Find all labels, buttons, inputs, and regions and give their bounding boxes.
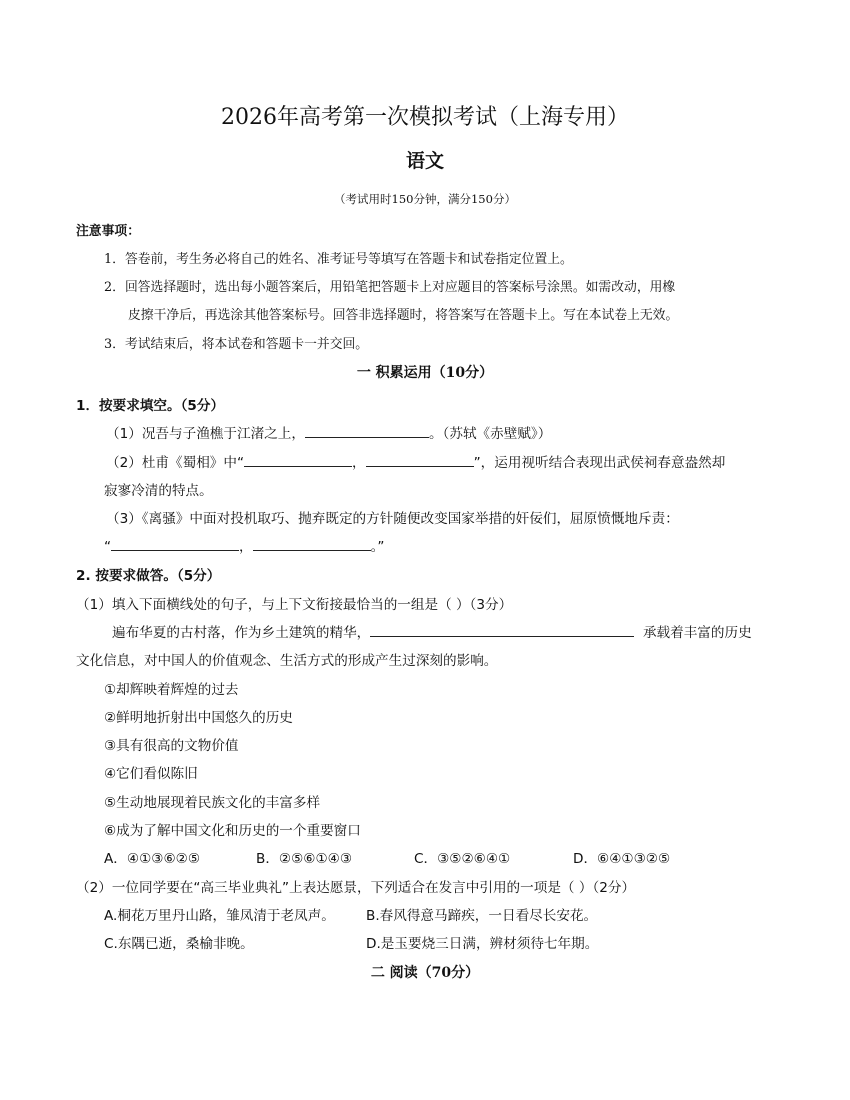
notice-item: 3．考试结束后，将本试卷和答题卡一并交回。 [104, 337, 369, 352]
passage-line: 文化信息，对中国人的价值观念、生活方式的形成产生过深刻的影响。 [76, 653, 498, 669]
option-a: A.桐花万里丹山路，雏凤清于老凤声。 [104, 908, 335, 924]
choice-c: C．③⑤②⑥④① [414, 851, 511, 867]
answer-blank [244, 453, 352, 467]
question-1-part-3-blanks: “ ， 。” [104, 539, 385, 555]
choice-a: A．④①③⑥②⑤ [104, 851, 201, 867]
question-2-heading: 2. 按要求做答。（5分） [76, 568, 221, 584]
exam-title: 2026年高考第一次模拟考试（上海专用） [221, 105, 629, 130]
option-b: B.春风得意马蹄疾，一日看尽长安花。 [366, 908, 598, 924]
question-2-sub-1: （1）填入下面横线处的句子，与上下文衔接最恰当的一组是（ ）（3分） [76, 597, 513, 613]
answer-blank [370, 623, 634, 637]
sentence-item: ④它们看似陈旧 [104, 766, 198, 782]
option-c: C.东隅已逝，桑榆非晚。 [104, 936, 254, 952]
notice-heading: 注意事项： [76, 224, 140, 239]
notice-item: 皮擦干净后，再选涂其他答案标号。回答非选择题时，将答案写在答题卡上。写在本试卷上无效。 [128, 308, 679, 323]
question-1-part-2-cont: 寂寥冷清的特点。 [104, 483, 213, 499]
question-1-part-2: （2）杜甫《蜀相》中“ ， ”，运用视听结合表现出武侯祠春意盎然却 [106, 455, 726, 471]
sentence-item: ①却辉映着辉煌的过去 [104, 682, 239, 698]
sentence-item: ⑤生动地展现着民族文化的丰富多样 [104, 795, 321, 811]
subject-title: 语文 [405, 150, 444, 172]
sentence-item: ③具有很高的文物价值 [104, 738, 239, 754]
choice-d: D．⑥④①③②⑤ [573, 851, 671, 867]
notice-item: 2．回答选择题时，选出每小题答案后，用铅笔把答题卡上对应题目的答案标号涂黑。如需改动，用橡 [104, 280, 676, 295]
answer-blank [111, 537, 239, 551]
question-1-part-1: （1）况吾与子渔樵于江渚之上， 。（苏轼《赤壁赋》） [106, 426, 552, 442]
passage-line: 遍布华夏的古村落，作为乡土建筑的精华， 承载着丰富的历史 [112, 625, 752, 641]
sentence-item: ⑥成为了解中国文化和历史的一个重要窗口 [104, 823, 361, 839]
answer-blank [366, 453, 474, 467]
section-title-2: 二 阅读（70分） [370, 965, 480, 981]
exam-duration: （考试用时150分钟，满分150分） [334, 192, 516, 206]
answer-blank [305, 424, 429, 438]
question-2-sub-2: （2）一位同学要在“高三毕业典礼”上表达愿景，下列适合在发言中引用的一项是（ ）（2分） [76, 880, 636, 896]
question-1-heading: 1．按要求填空。（5分） [76, 398, 225, 414]
answer-blank [253, 537, 371, 551]
notice-item: 1．答卷前，考生务必将自己的姓名、准考证号等填写在答题卡和试卷指定位置上。 [104, 252, 573, 267]
question-1-part-3: （3）《离骚》中面对投机取巧、抛弃既定的方针随便改变国家举措的奸佞们，屈原愤慨地斥责： [106, 511, 679, 527]
sentence-item: ②鲜明地折射出中国悠久的历史 [104, 710, 293, 726]
choice-b: B．②⑤⑥①④③ [256, 851, 353, 867]
section-title-1: 一 积累运用（10分） [356, 365, 494, 381]
option-d: D.是玉要烧三日满，辨材须待七年期。 [366, 936, 599, 952]
